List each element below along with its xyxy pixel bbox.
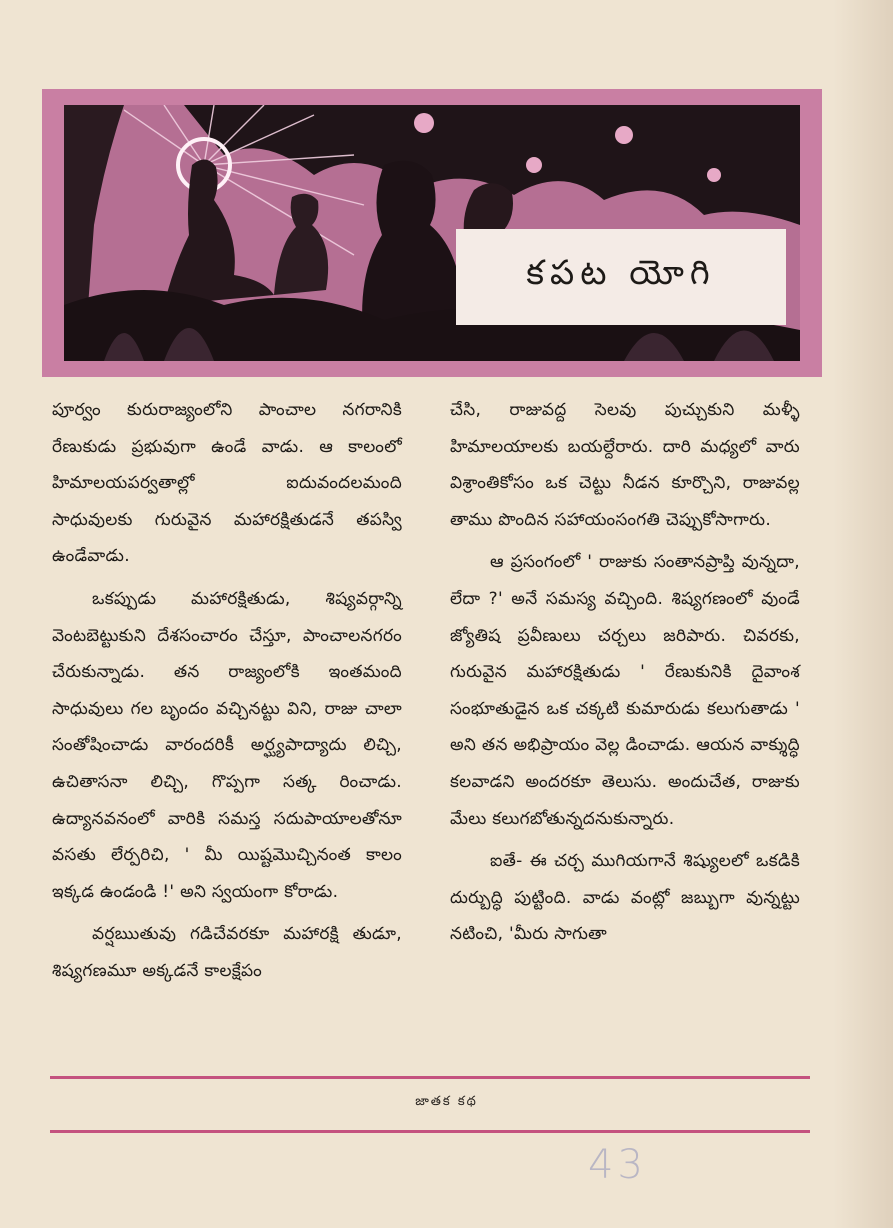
title-banner	[42, 89, 822, 377]
page-number: 43	[588, 1142, 647, 1188]
story-title-box	[456, 229, 786, 325]
footer-rule-bottom	[50, 1130, 810, 1133]
paragraph-2: ఒకప్పుడు మహారక్షితుడు, శిష్యవర్గాన్ని వెంటబెట్టుకుని దేశసంచారం చేస్తూ, పాంచాలనగరం చేరుకున్నాడు. తన రాజ్యంలోకి ఇంతమంది సాధువులు గల బృందం వచ్చినట్టు విని, రాజు చాలా సంతోషించాడు వారందరికీ అర్ఘ్యపాద్యాదు లిచ్చి, ఉచితాసనా లిచ్చి, గొప్పగా సత్క రించాడు. ఉద్యానవనంలో వారికి సమస్త సదుపాయాలతోనూ వసతు లేర్పరిచి, ' మీ యిష్టమొచ్చినంత కాలం ఇక్కడ ఉండండి !' అని స్వయంగా కోరాడు.	[52, 588, 402, 902]
story-title: కపట యోగి	[526, 253, 716, 293]
footer-rule-top	[50, 1076, 810, 1079]
paragraph-6: ఐతే- ఈ చర్చ ముగియగానే శిష్యులలో ఒకడికి దుర్బుద్ధి పుట్టింది. వాడు వంట్లో జబ్బుగా వున్నట్టు నటించి, 'మీరు సాగుతా	[450, 851, 800, 945]
paragraph-5: ఆ ప్రసంగంలో ' రాజుకు సంతానప్రాప్తి వున్నదా, లేదా ?' అనే సమస్య వచ్చింది. శిష్యగణంలో వుండే జ్యోతిష ప్రవీణులు చర్చలు జరిపారు. చివరకు, గురువైన మహారక్షితుడు ' రేణుకునికి దైవాంశ సంభూతుడైన ఒక చక్కటి కుమారుడు కలుగుతాడు ' అని తన అభిప్రాయం వెల్ల డించాడు. ఆయన వాక్శుద్ధి కలవాడని అందరకూ తెలుసు. అందుచేత, రాజుకు మేలు కలుగబోతున్నదనుకున్నారు.	[450, 552, 800, 829]
paragraph-3: వర్షఋతువు గడిచేవరకూ మహారక్షి తుడూ, శిష్యగణమూ అక్కడనే కాలక్షేపం	[52, 924, 402, 981]
story-illustration	[64, 105, 800, 361]
page-edge-shadow	[833, 0, 893, 1228]
left-column	[52, 392, 402, 990]
paragraph-4: చేసి, రాజువద్ద సెలవు పుచ్చుకుని మళ్ళీ హిమాలయాలకు బయల్దేరారు. దారి మధ్యలో వారు విశ్రాంతికోసం ఒక చెట్టు నీడన కూర్చొని, రాజువల్ల తాము పొందిన సహాయంసంగతి చెప్పుకోసాగారు.	[450, 400, 800, 530]
right-column	[450, 392, 800, 953]
footer-series: జాతక కథ	[415, 1094, 478, 1109]
paragraph-1: పూర్వం కురురాజ్యంలోని పాంచాల నగరానికి రేణుకుడు ప్రభువుగా ఉండే వాడు. ఆ కాలంలో హిమాలయపర్వతాల్లో ఐదువందలమంది సాధువులకు గురువైన మహారక్షితుడనే తపస్వి ఉండేవాడు.	[52, 400, 402, 567]
